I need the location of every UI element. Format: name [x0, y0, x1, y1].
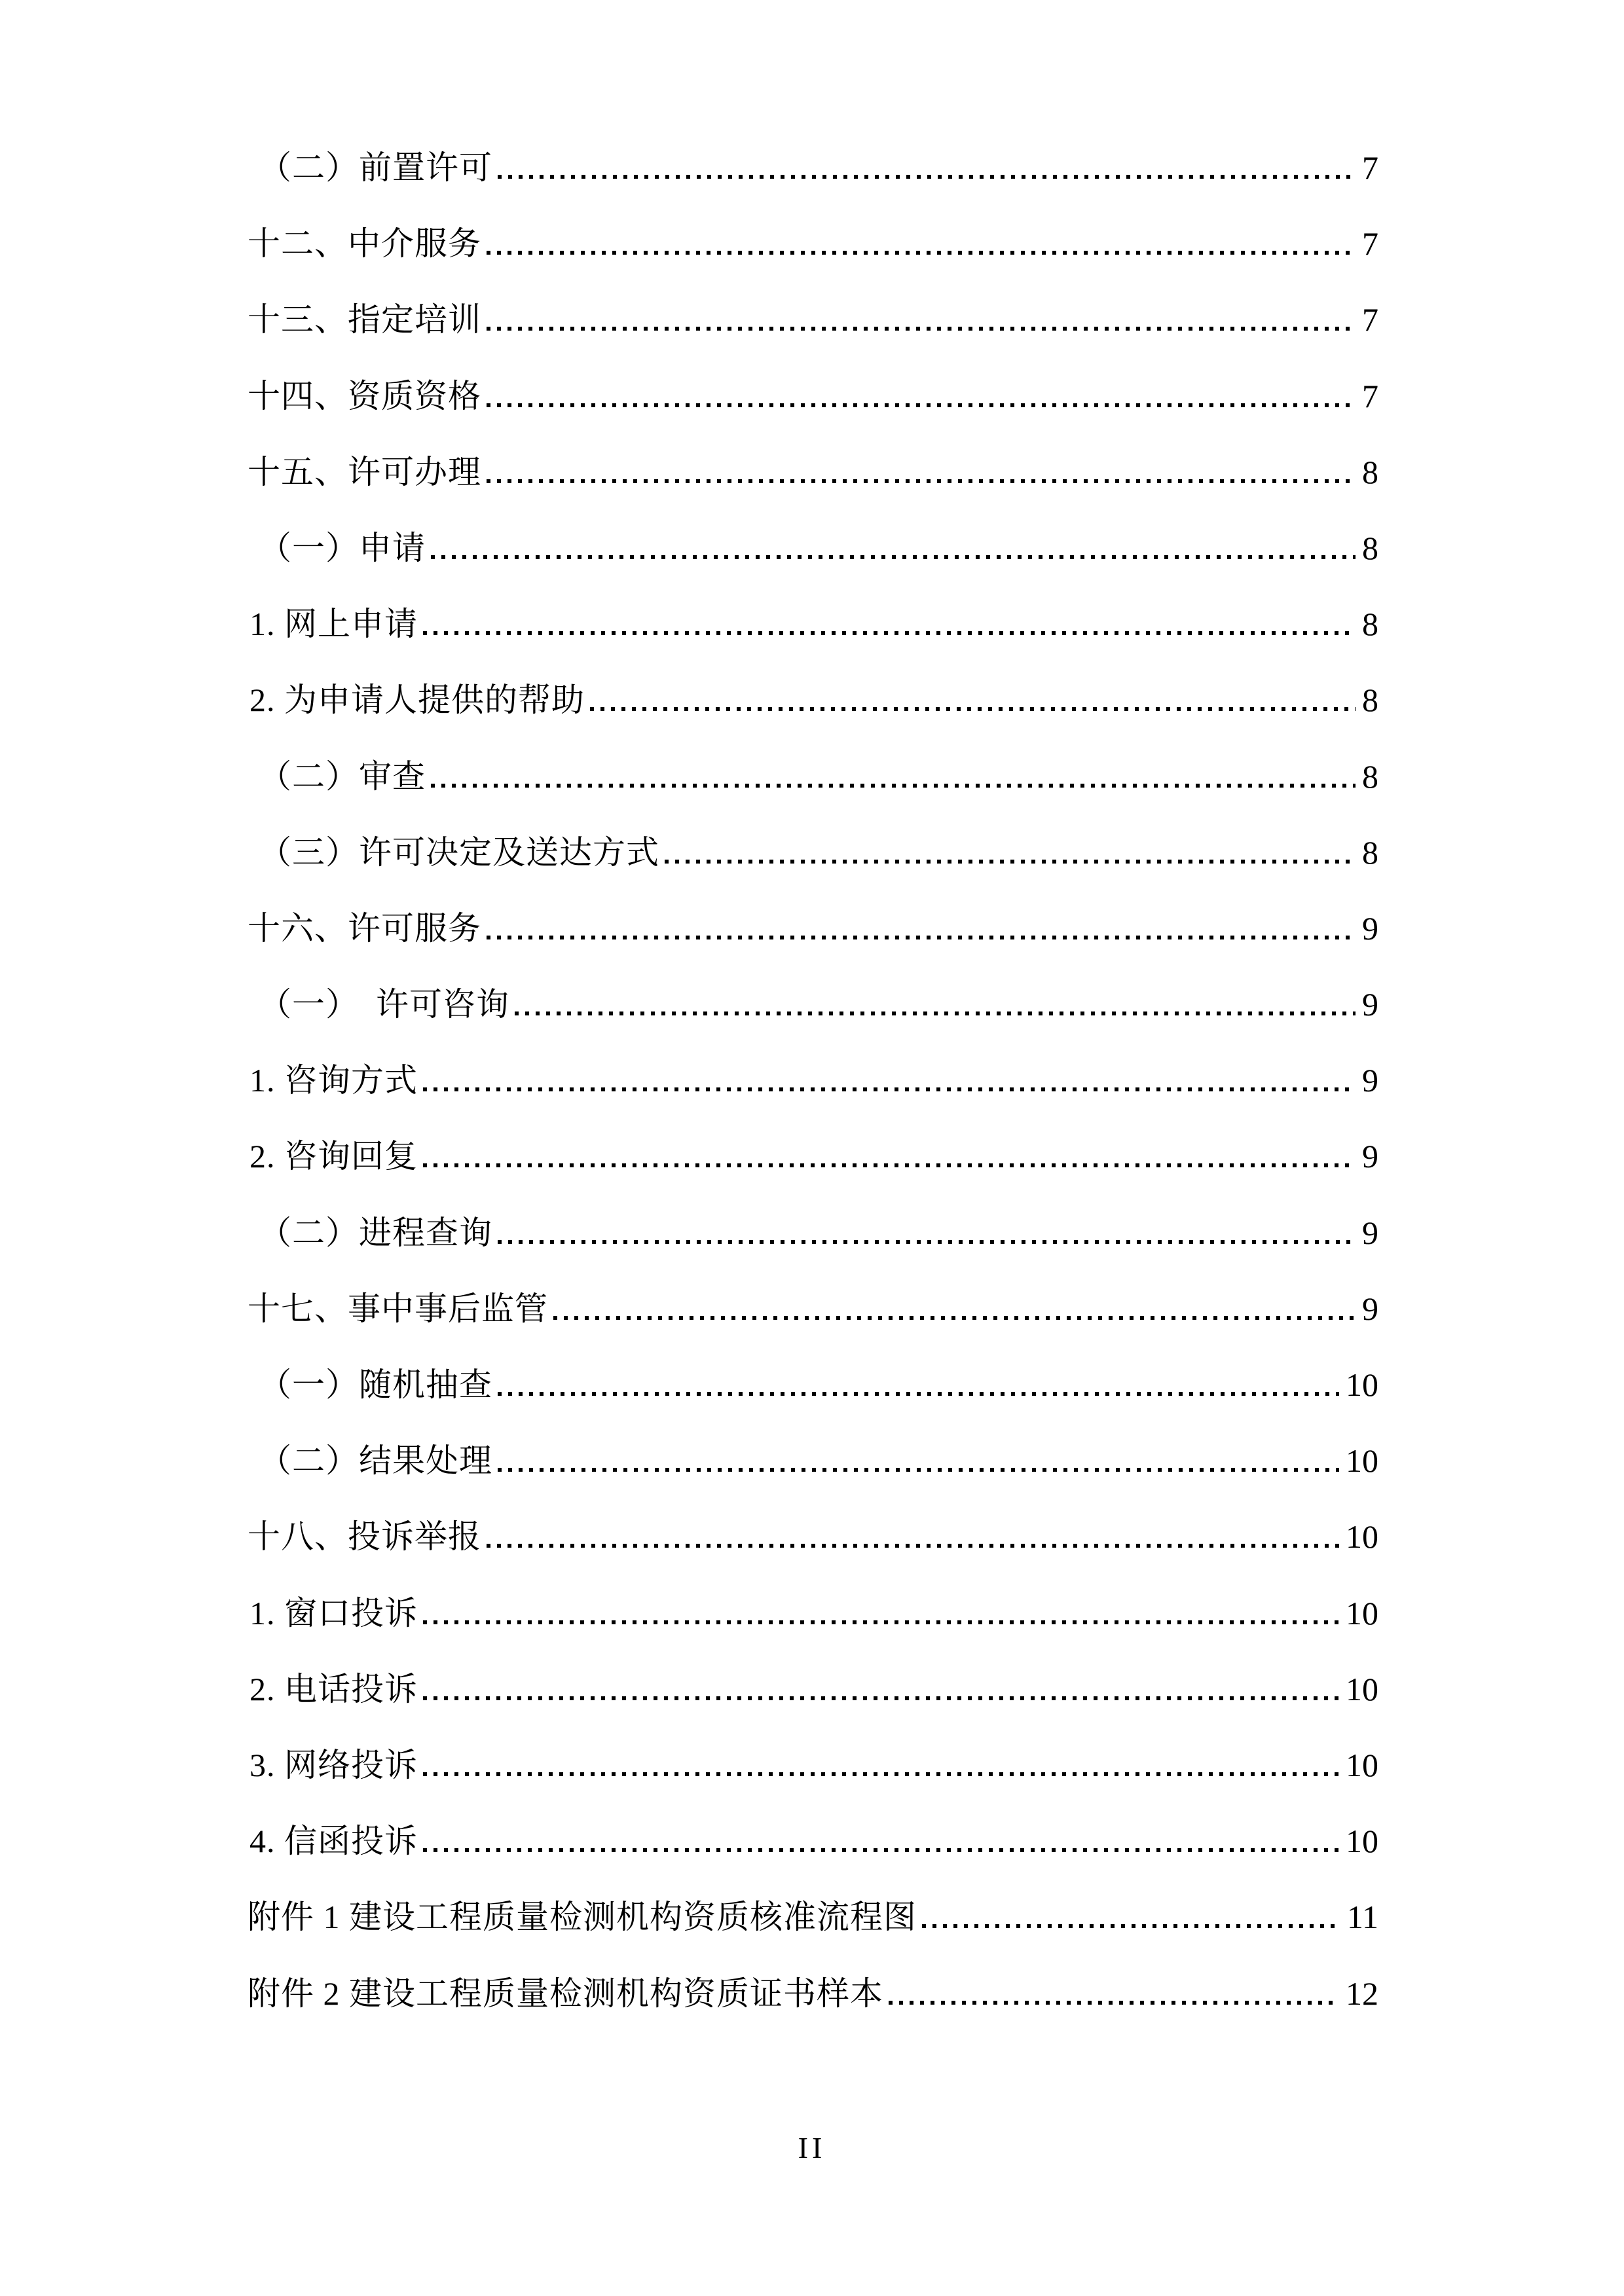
toc-entry-label: （一）申请 [259, 529, 426, 566]
toc-entry-page: 10 [1346, 1823, 1378, 1860]
toc-entry[interactable] [0, 663, 1624, 739]
dot-leader [590, 707, 1356, 711]
dot-leader [423, 1696, 1339, 1700]
dot-leader [889, 2001, 1339, 2005]
dot-leader [665, 860, 1356, 864]
toc-entry-label: 1. 网上申请 [249, 606, 418, 643]
toc-entry-page: 8 [1362, 757, 1378, 795]
toc-entry[interactable] [0, 359, 1624, 435]
toc-entry-label: 十四、资质资格 [248, 377, 481, 414]
toc-entry-page: 7 [1362, 301, 1378, 338]
toc-entry-label: 十三、指定培训 [248, 301, 481, 338]
toc-entry-label: （二）前置许可 [259, 149, 492, 186]
dot-leader [487, 479, 1356, 483]
toc-list [0, 131, 1624, 2033]
dot-leader [423, 1620, 1339, 1624]
dot-leader [423, 1772, 1339, 1776]
toc-entry-page: 10 [1346, 1518, 1378, 1556]
toc-entry-page: 11 [1346, 1899, 1378, 1936]
dot-leader [498, 1240, 1356, 1244]
toc-entry-label: 2. 为申请人提供的帮助 [249, 682, 585, 719]
dot-leader [515, 1011, 1356, 1015]
toc-entry-label: 十五、许可办理 [248, 453, 481, 490]
toc-entry-page: 8 [1362, 682, 1378, 719]
toc-entry-page: 10 [1346, 1670, 1378, 1707]
toc-entry-label: （一） 许可咨询 [259, 986, 509, 1023]
toc-entry[interactable] [0, 1500, 1624, 1576]
toc-entry-label: 十七、事中事后监管 [248, 1290, 548, 1327]
toc-entry[interactable] [0, 1957, 1624, 2033]
toc-entry[interactable] [0, 740, 1624, 816]
toc-entry-page: 8 [1362, 833, 1378, 871]
toc-entry[interactable] [0, 968, 1624, 1044]
toc-entry-page: 7 [1362, 377, 1378, 414]
toc-entry[interactable] [0, 1120, 1624, 1195]
toc-entry-label: 4. 信函投诉 [249, 1823, 418, 1860]
toc-entry[interactable] [0, 1804, 1624, 1880]
toc-entry-label: 3. 网络投诉 [249, 1746, 418, 1783]
toc-entry[interactable] [0, 816, 1624, 892]
toc-entry[interactable] [0, 131, 1624, 207]
toc-entry-page: 12 [1346, 1975, 1378, 2012]
dot-leader [922, 1924, 1340, 1928]
dot-leader [487, 1544, 1339, 1548]
toc-entry[interactable] [0, 587, 1624, 663]
toc-entry-label: 2. 咨询回复 [249, 1138, 418, 1175]
toc-entry[interactable] [0, 283, 1624, 359]
toc-entry-page: 9 [1362, 1290, 1378, 1327]
dot-leader [431, 555, 1356, 559]
dot-leader [487, 936, 1356, 939]
toc-entry-page: 8 [1362, 606, 1378, 643]
dot-leader [423, 1848, 1339, 1852]
toc-entry-label: （二）审查 [259, 757, 426, 795]
dot-leader [431, 784, 1356, 788]
toc-entry[interactable] [0, 511, 1624, 587]
toc-entry[interactable] [0, 1424, 1624, 1500]
dot-leader [498, 1392, 1339, 1396]
page-footer [0, 2133, 1624, 2163]
toc-entry-page: 8 [1362, 453, 1378, 490]
dot-leader [487, 251, 1356, 255]
dot-leader [553, 1316, 1356, 1320]
dot-leader [423, 1163, 1356, 1167]
toc-entry-label: 十六、许可服务 [248, 909, 481, 947]
dot-leader [487, 403, 1356, 407]
toc-entry-page: 9 [1362, 1138, 1378, 1175]
toc-entry-label: （二）结果处理 [259, 1442, 492, 1480]
toc-entry-page: 9 [1362, 1062, 1378, 1099]
dot-leader [423, 631, 1356, 635]
dot-leader [487, 327, 1356, 331]
toc-entry-page: 8 [1362, 529, 1378, 566]
toc-entry[interactable] [0, 1728, 1624, 1804]
toc-entry-label: 十八、投诉举报 [248, 1518, 481, 1556]
toc-entry-label: 1. 咨询方式 [249, 1062, 418, 1099]
toc-entry-label: （一）随机抽查 [259, 1366, 492, 1403]
toc-entry[interactable] [0, 207, 1624, 283]
dot-leader [423, 1087, 1356, 1091]
toc-entry-page: 10 [1346, 1366, 1378, 1403]
toc-entry-label: 附件 2 建设工程质量检测机构资质证书样本 [248, 1975, 883, 2012]
toc-entry-label: （二）进程查询 [259, 1214, 492, 1251]
toc-entry-label: 1. 窗口投诉 [249, 1594, 418, 1631]
toc-entry-page: 7 [1362, 149, 1378, 186]
toc-entry-page: 9 [1362, 909, 1378, 947]
toc-entry-label: （三）许可决定及送达方式 [259, 833, 659, 871]
toc-entry-label: 2. 电话投诉 [249, 1670, 418, 1707]
toc-entry-label: 附件 1 建设工程质量检测机构资质核准流程图 [248, 1899, 917, 1936]
toc-entry-label: 十二、中介服务 [248, 225, 481, 263]
toc-entry-page: 7 [1362, 225, 1378, 263]
toc-entry-page: 10 [1346, 1442, 1378, 1480]
toc-entry[interactable] [0, 1044, 1624, 1120]
toc-entry[interactable] [0, 1196, 1624, 1272]
dot-leader [498, 175, 1356, 179]
dot-leader [498, 1468, 1339, 1472]
footer-page-number: II [798, 2131, 826, 2164]
toc-entry[interactable] [0, 1576, 1624, 1652]
toc-entry[interactable] [0, 435, 1624, 511]
toc-entry[interactable] [0, 1272, 1624, 1348]
toc-entry[interactable] [0, 1652, 1624, 1728]
toc-entry[interactable] [0, 892, 1624, 968]
toc-entry-page: 10 [1346, 1746, 1378, 1783]
toc-entry-page: 9 [1362, 986, 1378, 1023]
toc-entry-page: 10 [1346, 1594, 1378, 1631]
toc-entry-page: 9 [1362, 1214, 1378, 1251]
toc-entry[interactable] [0, 1880, 1624, 1956]
toc-entry[interactable] [0, 1348, 1624, 1424]
